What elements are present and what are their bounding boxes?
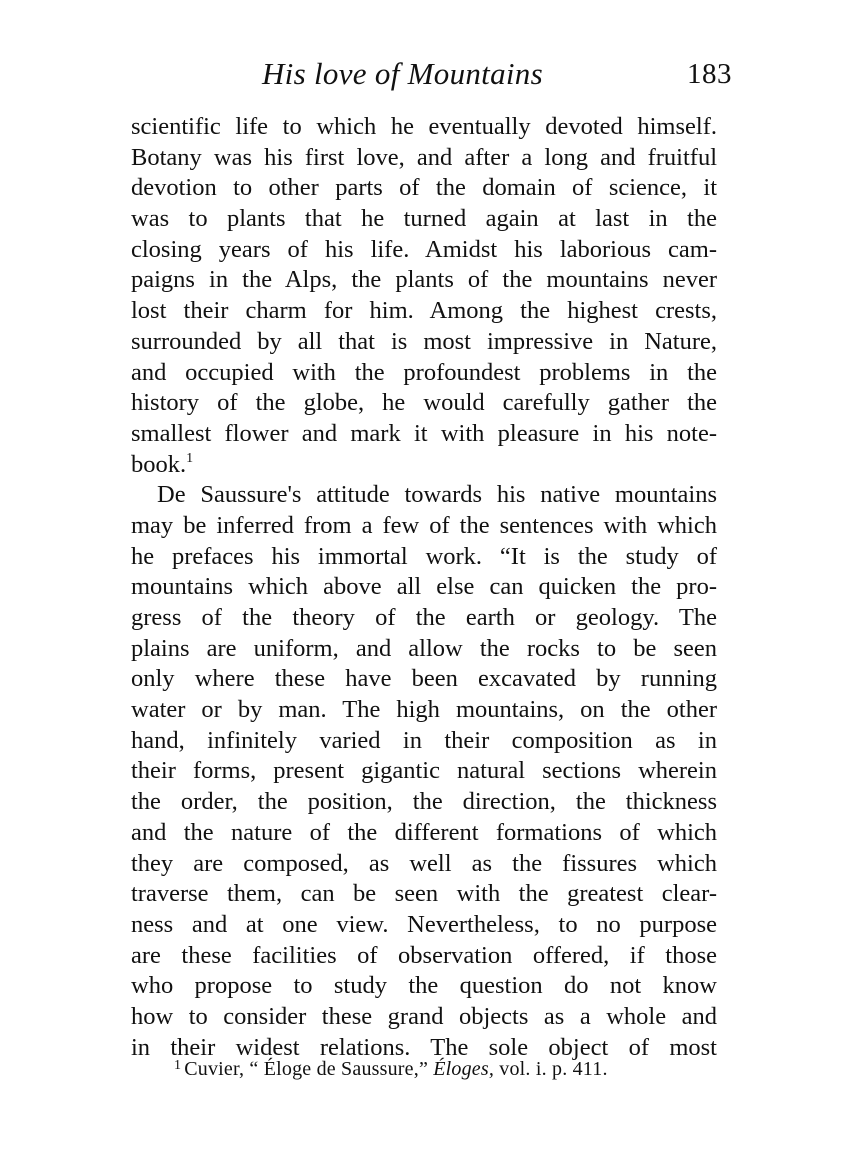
text-line: was to plants that he turned again at last in the — [131, 205, 717, 233]
text-line: and occupied with the profoundest problems in the — [131, 358, 717, 386]
paragraph-start-line: De Saussure's attitude towards his native mountains — [157, 481, 717, 509]
text-line: in their widest relations. The sole object of most — [131, 1033, 717, 1061]
text-line: traverse them, can be seen with the greatest clear- — [131, 880, 717, 908]
text-line: the order, the position, the direction, the thickness — [131, 788, 717, 816]
text-line: surrounded by all that is most impressive in Nature, — [131, 327, 717, 355]
footnote-title: Éloges, — [433, 1058, 495, 1080]
text-line: may be inferred from a few of the sentences with which — [131, 511, 717, 539]
body-text — [131, 112, 717, 1063]
text-line: gress of the theory of the earth or geology. The — [131, 604, 717, 631]
text-line-with-footnote — [131, 450, 717, 481]
text-line: water or by man. The high mountains, on the other — [131, 696, 717, 724]
footnote-reference[interactable]: 1 — [186, 450, 194, 466]
text-line: mountains which above all else can quicken the pro- — [131, 573, 717, 601]
text-line: lost their charm for him. Among the highest crests, — [131, 297, 717, 325]
text-line: and the nature of the different formations of which — [131, 818, 717, 846]
text-line: plains are uniform, and allow the rocks to be seen — [131, 634, 717, 662]
text-line: closing years of his life. Amidst his laborious cam- — [131, 235, 717, 263]
text-line: how to consider these grand objects as a whole and — [131, 1002, 717, 1030]
text-line: they are composed, as well as the fissures which — [131, 849, 717, 877]
text-line: devotion to other parts of the domain of science, it — [131, 174, 717, 202]
text-line: he prefaces his immortal work. “It is the study of — [131, 542, 717, 570]
text-line: scientific life to which he eventually devoted himself. — [131, 113, 717, 140]
text-line: their forms, present gigantic natural sections wherein — [131, 757, 717, 785]
text-line: only where these have been excavated by running — [131, 665, 717, 693]
footnote-number: 1 — [174, 1058, 182, 1073]
text-line: Botany was his first love, and after a long and fruitful — [131, 143, 717, 171]
footnote-text-after: vol. i. p. 411. — [494, 1058, 608, 1080]
text-line: ness and at one view. Nevertheless, to no purpose — [131, 910, 717, 938]
footnote — [174, 1058, 608, 1081]
running-header — [262, 56, 732, 96]
text-line: hand, infinitely varied in their composition as in — [131, 726, 717, 754]
footnote-text-before: Cuvier, “ Éloge de Saussure,” — [184, 1058, 434, 1080]
text-line: paigns in the Alps, the plants of the mountains never — [131, 266, 717, 294]
text-line: are these facilities of observation offered, if those — [131, 941, 717, 969]
text-line: who propose to study the question do not know — [131, 972, 717, 1000]
text-line-content: book. — [131, 450, 187, 478]
page-number: 183 — [687, 58, 732, 90]
running-title: His love of Mountains — [262, 56, 543, 91]
text-line: history of the globe, he would carefully gather the — [131, 389, 717, 417]
text-line: smallest flower and mark it with pleasure in his note- — [131, 419, 717, 447]
